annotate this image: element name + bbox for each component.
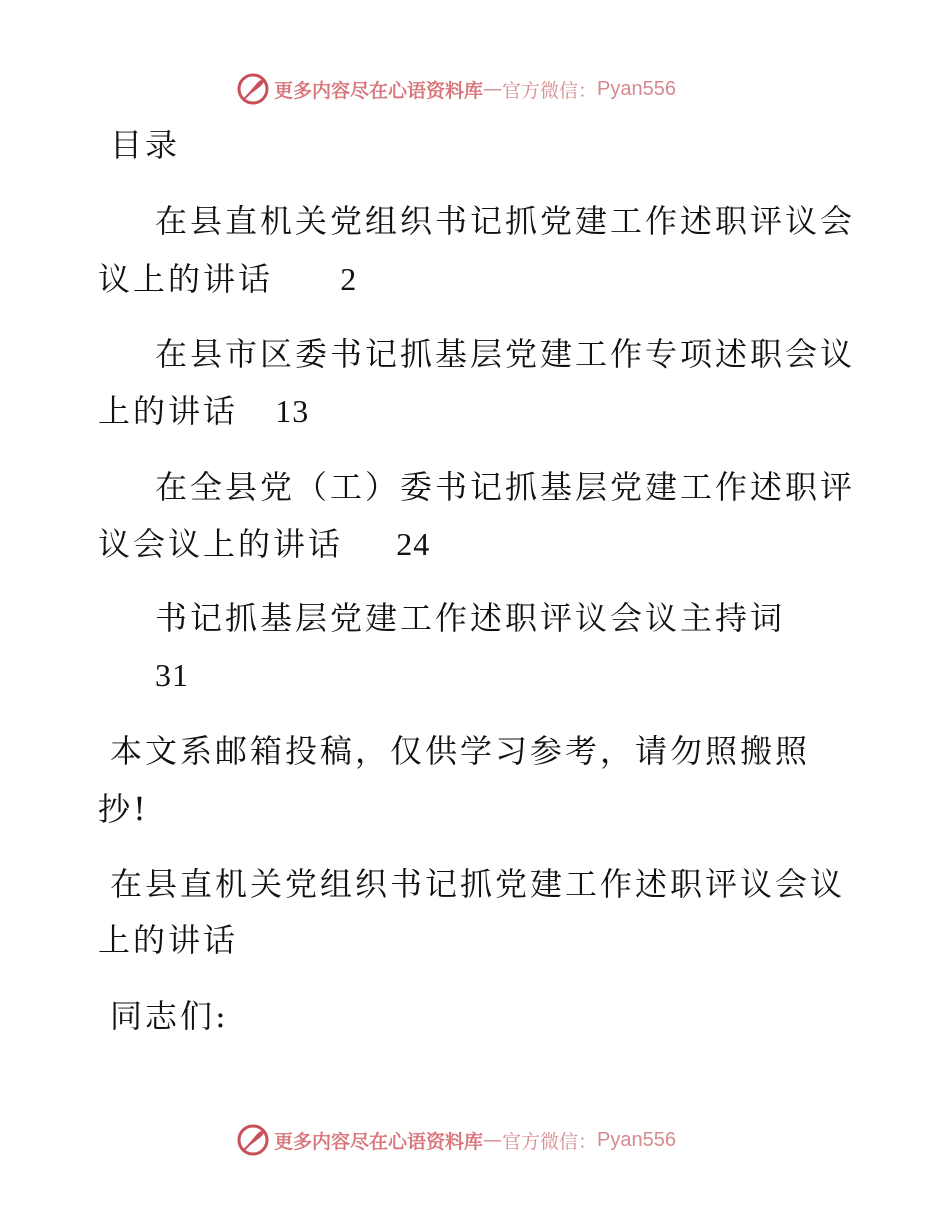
watermark-label: 官方微信： [502, 1130, 598, 1153]
toc-entry-2-page: 13 [275, 393, 310, 429]
article-title-line-1: 在县直机关党组织书记抓党建工作述职评议会议 [110, 865, 846, 903]
toc-entry-1-line1: 在县直机关党组织书记抓党建工作述职评议会 [155, 202, 856, 240]
toc-entry-3-line1: 在全县党（工）委书记抓基层党建工作述职评 [155, 468, 856, 506]
header-watermark [236, 72, 756, 106]
watermark-dash: — [483, 78, 503, 100]
watermark-wechat-id: Pyan556 [597, 1128, 676, 1151]
quill-logo-icon [236, 1123, 270, 1157]
salutation: 同志们: [110, 997, 229, 1035]
watermark-dash: — [483, 1129, 503, 1151]
toc-entry-2-line1: 在县市区委书记抓基层党建工作专项述职会议 [155, 335, 856, 373]
footer-watermark [236, 1123, 756, 1157]
article-title-line-2: 上的讲话 [98, 921, 239, 959]
toc-entry-3-title-end: 议会议上的讲话 [98, 525, 344, 563]
toc-entry-4-line1: 书记抓基层党建工作述职评议会议主持词 [155, 599, 786, 637]
watermark-main-text: 更多内容尽在心语资料库 [274, 1130, 484, 1153]
toc-entry-1-line2 [98, 259, 357, 299]
toc-entry-2-title-end: 上的讲话 [98, 392, 239, 430]
notice-line-2: 抄! [98, 790, 149, 828]
quill-logo-icon [236, 72, 270, 106]
toc-entry-2-line2 [98, 391, 309, 431]
watermark-wechat-id: Pyan556 [597, 77, 676, 100]
toc-entry-1-page: 2 [340, 261, 358, 297]
watermark-main-text: 更多内容尽在心语资料库 [274, 79, 484, 102]
toc-entry-3-line2 [98, 524, 430, 564]
watermark-label: 官方微信： [502, 79, 598, 102]
toc-entry-3-page: 24 [396, 526, 431, 562]
notice-line-1: 本文系邮箱投稿，仅供学习参考，请勿照搬照 [110, 732, 811, 770]
toc-heading: 目录 [110, 126, 181, 164]
toc-entry-4-page: 31 [155, 657, 189, 693]
toc-entry-1-title-end: 议上的讲话 [98, 260, 274, 298]
